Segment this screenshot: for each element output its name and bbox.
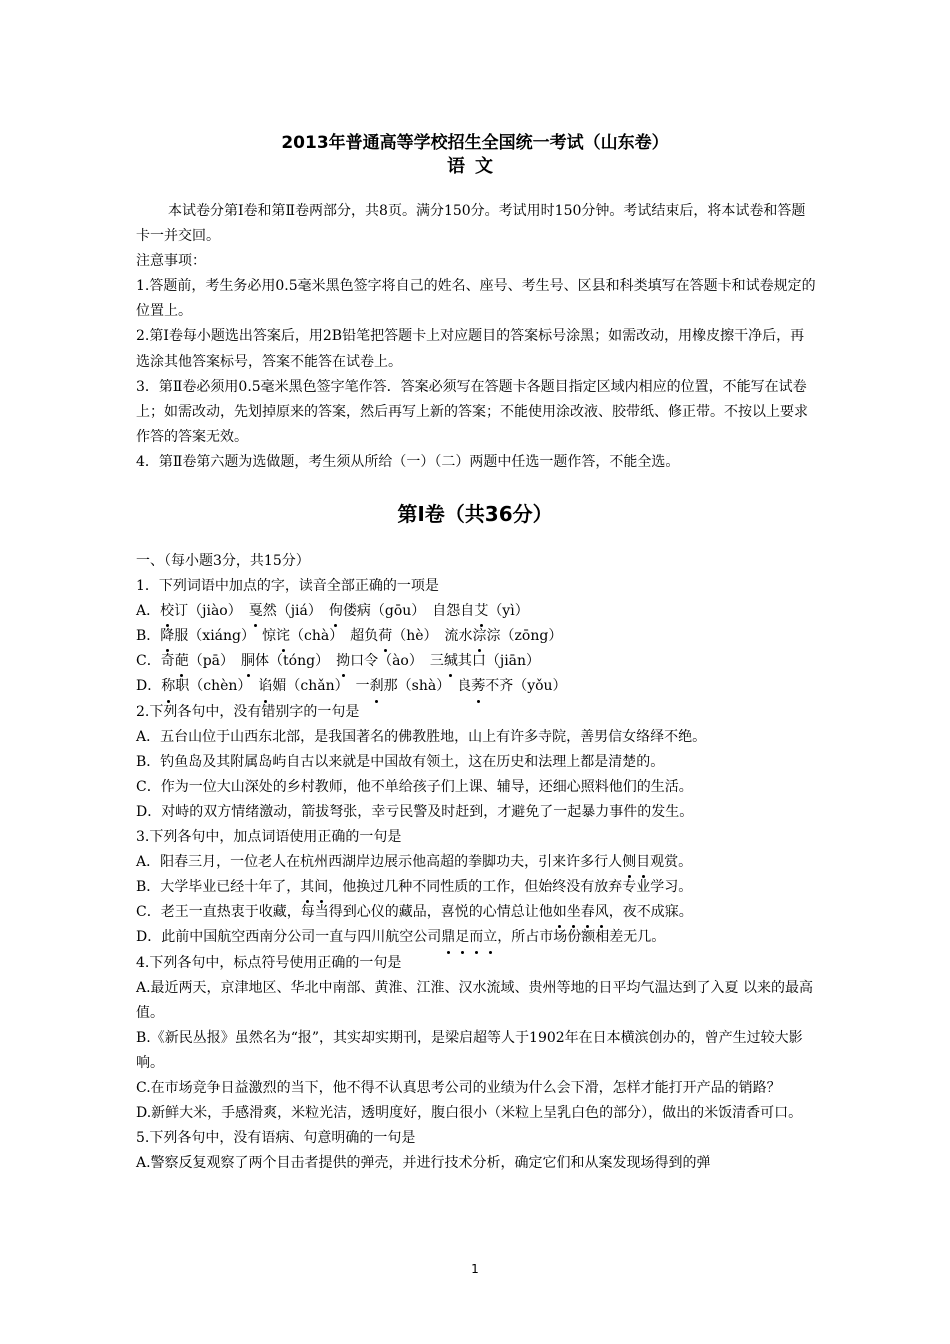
question-3-option-d: D．此前中国航空西南分公司一直与四川航空公司鼎足而立，所占市场份额相差无几。 [136, 925, 816, 950]
question-2-option-b: B．钓鱼岛及其附属岛屿自古以来就是中国故有领土，这在历史和法理上都是清楚的。 [136, 753, 665, 770]
question-1-option-a: A．校订（jiào） 戛然（jiá） 佝偻病（gōu） 自怨自艾（yì） [136, 599, 816, 624]
instructions-block [136, 199, 816, 475]
question-5-option-a: A.警察反复观察了两个目击者提供的弹壳，并进行技术分析，确定它们和从案发现场得到的弹 [136, 1155, 711, 1172]
question-4-option-a: A.最近两天，京津地区、华北中南部、黄淮、江淮、汉水流域、贵州等地的日平均气温达到了入夏 以来的最高值。 [136, 979, 814, 1021]
page-number: 1 [471, 1262, 479, 1276]
subject-title: 语文 [447, 156, 503, 177]
question-3-option-a: A．阳春三月，一位老人在杭州西湖岸边展示他高超的拳脚功夫，引来许多行人侧目观赏。 [136, 850, 816, 875]
question-3-option-c: C．老王一直热衷于收藏，每当得到心仪的藏品，喜悦的心情总让他如坐春风，夜不成寐。 [136, 900, 816, 925]
question-1-option-c: C．奇葩（pā） 胴体（tóng） 拗口令（ào） 三缄其口（jiān） [136, 649, 816, 674]
question-4-option-b: B.《新民丛报》虽然名为“报”，其实却实期刊，是梁启超等人于1902年在日本横滨创办的，曾产生过较大影响。 [136, 1029, 803, 1071]
part-heading: 一、（每小题3分，共15分） [136, 553, 310, 569]
question-2-option-d: D．对峙的双方情绪激动，箭拔弩张，幸亏民警及时赶到，才避免了一起暴力事件的发生。 [136, 803, 694, 820]
question-2-stem: 2.下列各句中，没有错别字的一句是 [136, 703, 360, 720]
notice-heading: 注意事项： [136, 253, 206, 270]
question-5-stem: 5.下列各句中，没有语病、句意明确的一句是 [136, 1130, 416, 1147]
questions-block [136, 549, 816, 1176]
question-3-stem: 3.下列各句中，加点词语使用正确的一句是 [136, 829, 402, 846]
notice-item: 3．第Ⅱ卷必须用0.5毫米黑色签字笔作答．答案必须写在答题卡各题目指定区域内相应的位置，不能写在试卷上；如需改动，先划掉原来的答案，然后再写上新的答案；不能使用涂改液、胶带纸、修正带。不按以上要求作答的答案无效。 [136, 378, 808, 445]
question-1-option-d: D．称职（chèn） 谄媚（chǎn） 一刹那（shà） 良莠不齐（yǒu） [136, 674, 816, 699]
intro-paragraph: 本试卷分第Ⅰ卷和第Ⅱ卷两部分，共8页。满分150分。考试用时150分钟。考试结束后，将本试卷和答题卡一并交回。 [136, 203, 806, 245]
question-2-option-a: A．五台山位于山西东北部，是我国著名的佛教胜地，山上有许多寺院，善男信女络绎不绝。 [136, 728, 707, 745]
question-3-option-b: B．大学毕业已经十年了，其间，他换过几种不同性质的工作，但始终没有放弃专业学习。 [136, 875, 816, 900]
marked-word: 其间 [300, 879, 328, 895]
notice-item: 2.第Ⅰ卷每小题选出答案后，用2B铅笔把答题卡上对应题目的答案标号涂黑；如需改动，用橡皮擦干净后，再选涂其他答案标号，答案不能答在试卷上。 [136, 328, 805, 370]
question-4-option-c: C.在市场竞争日益激烈的当下，他不得不认真思考公司的业绩为什么会下滑，怎样才能打开产品的销路？ [136, 1079, 781, 1096]
exam-title: 2013年普通高等学校招生全国统一考试（山东卷） [281, 133, 669, 153]
section-title: 第Ⅰ卷（共36分） [397, 502, 553, 526]
notice-item: 4．第Ⅱ卷第六题为选做题，考生须从所给（一）（二）两题中任选一题作答，不能全选。 [136, 453, 680, 470]
question-1-option-b: B．降服（xiáng） 惊诧（chà） 超负荷（hè） 流水淙淙（zōng） [136, 624, 816, 649]
marked-word: 侧目 [622, 854, 650, 870]
question-4-option-d: D.新鲜大米，手感滑爽，米粒光洁，透明度好，腹白很小（米粒上呈乳白色的部分），做出的米饭清香可口。 [136, 1105, 803, 1122]
marked-word: 如坐春风 [553, 904, 609, 920]
notice-item: 1.答题前，考生务必用0.5毫米黑色签字将自己的姓名、座号、考生号、区县和科类填写在答题卡和试卷规定的位置上。 [136, 278, 816, 320]
question-2-option-c: C．作为一位大山深处的乡村教师，他不单给孩子们上课、辅导，还细心照料他们的生活。 [136, 778, 693, 795]
marked-word: 鼎足而立 [441, 929, 497, 945]
question-4-stem: 4.下列各句中，标点符号使用正确的一句是 [136, 954, 402, 971]
question-1-stem: 1．下列词语中加点的字，读音全部正确的一项是 [136, 578, 439, 595]
